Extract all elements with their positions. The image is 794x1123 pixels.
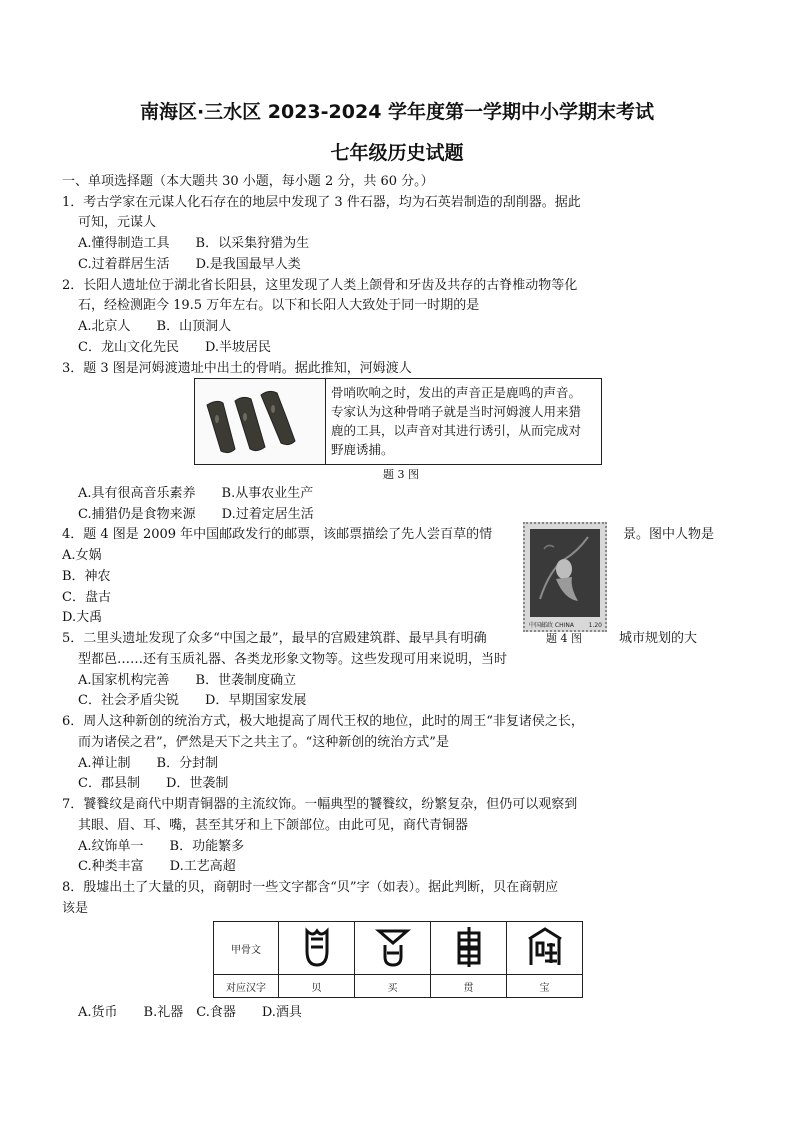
- q3-options-ab: A.具有很高音乐素养 B.从事农业生产: [78, 486, 314, 501]
- q5-stem-line2: 型都邑……还有玉质礼器、各类龙形象文物等。这些发现可用来说明，当时: [78, 652, 508, 667]
- q7-stem-line2: 其眼、眉、耳、嘴，甚至其牙和上下颌部位。由此可见，商代青铜器: [78, 818, 469, 833]
- q3-options-cd: C.捕猎仍是食物来源 D.过着定居生活: [78, 507, 314, 522]
- q1-options-ab: A.懂得制造工具 B．以采集狩猎为生: [78, 236, 310, 251]
- q2-stem-line1: 2．长阳人遗址位于湖北省长阳县，这里发现了人类上颌骨和牙齿及共存的古脊椎动物等化: [62, 278, 578, 293]
- oracle-glyph-guan: [431, 922, 507, 975]
- exam-title: 南海区·三水区 2023-2024 学年度第一学期中小学期末考试: [139, 101, 655, 123]
- oracle-bone-table: [213, 921, 583, 998]
- stamp-value: 1.20: [588, 622, 602, 629]
- q7-options-cd: C.种类丰富 D.工艺高超: [78, 859, 236, 874]
- q8-stem-line1: 8．殷墟出土了大量的贝，商朝时一些文字都含“贝”字（如表）。据此判断，贝在商朝应: [62, 880, 559, 895]
- stamp-label: 中国邮政 CHINA: [529, 622, 574, 629]
- exam-subtitle: 七年级历史试题: [330, 142, 464, 164]
- q2-options-ab: A.北京人 B．山顶洞人: [78, 319, 232, 334]
- q3-stem: 3．题 3 图是河姆渡遗址中出土的骨哨。据此推知，河姆渡人: [62, 361, 412, 376]
- q4-stem-line1-cont: 景。图中人物是: [623, 527, 715, 542]
- figure-3-caption: 题 3 图: [383, 468, 419, 481]
- q6-stem-line2: 而为诸侯之君”，俨然是天下之共主了。“这种新创的统治方式”是: [78, 735, 449, 750]
- q5-options-cd: C．社会矛盾尖锐 D．早期国家发展: [78, 693, 307, 708]
- oracle-glyph-mai: [355, 922, 431, 975]
- q4-option-b: B．神农: [62, 569, 111, 584]
- section-heading: 一、单项选择题（本大题共 30 小题，每小题 2 分，共 60 分。）: [62, 174, 434, 189]
- table-cell-char: 买: [355, 975, 431, 998]
- table-row-header-oracle: 甲骨文: [214, 922, 279, 975]
- q8-stem-line2: 该是: [62, 901, 89, 916]
- oracle-glyph-bei: [279, 922, 355, 975]
- q2-options-cd: C．龙山文化先民 D.半坡居民: [78, 340, 272, 355]
- table-row-header-char: 对应汉字: [214, 975, 279, 998]
- q4-option-c: C．盘古: [62, 590, 111, 605]
- q5-stem-line1-cont: 城市规划的大: [619, 631, 698, 646]
- figure-3-description: 骨哨吹响之时，发出的声音正是鹿鸣的声音。专家认为这种骨哨子就是当时河姆渡人用来猎鹿的工具，以声音对其进行诱引，从而完成对野鹿诱捕。: [331, 385, 582, 457]
- q1-stem-line2: 可知，元谋人: [78, 215, 157, 230]
- figure-4-caption: 题 4 图: [546, 632, 582, 645]
- q8-options: A.货币 B.礼器 C.食器 D.酒具: [78, 1005, 302, 1020]
- q4-option-a: A.女娲: [62, 548, 102, 563]
- bone-whistle-image: [195, 379, 326, 464]
- q4-option-d: D.大禹: [62, 610, 103, 625]
- q7-stem-line1: 7．饕餮纹是商代中期青铜器的主流纹饰。一幅典型的饕餮纹，纷繁复杂，但仍可以观察到: [62, 797, 578, 812]
- q5-options-ab: A.国家机构完善 B．世袭制度确立: [78, 673, 297, 688]
- figure-3: [194, 378, 602, 465]
- q2-stem-line2: 石，经检测距今 19.5 万年左右。以下和长阳人大致处于同一时期的是: [78, 298, 480, 313]
- q6-options-ab: A.禅让制 B．分封制: [78, 756, 219, 771]
- shennong-stamp-image: [523, 522, 607, 632]
- oracle-glyph-bao: [507, 922, 583, 975]
- table-cell-char: 贯: [431, 975, 507, 998]
- q5-stem-line1: 5．二里头遗址发现了众多“中国之最”，最早的宫殿建筑群、最早具有明确: [62, 631, 487, 646]
- q6-options-cd: C．郡县制 D．世袭制: [78, 776, 229, 791]
- table-cell-char: 贝: [279, 975, 355, 998]
- q6-stem-line1: 6．周人这种新创的统治方式，极大地提高了周代王权的地位，此时的周王“非复诸侯之长，: [62, 714, 584, 729]
- q4-stem-line1: 4．题 4 图是 2009 年中国邮政发行的邮票，该邮票描绘了先人尝百草的情: [62, 527, 493, 542]
- q7-options-ab: A.纹饰单一 B．功能繁多: [78, 839, 245, 854]
- table-cell-char: 宝: [507, 975, 583, 998]
- q1-options-cd: C.过着群居生活 D.是我国最早人类: [78, 257, 301, 272]
- q1-stem-line1: 1．考古学家在元谋人化石存在的地层中发现了 3 件石器，均为石英岩制造的刮削器。据此: [62, 195, 581, 210]
